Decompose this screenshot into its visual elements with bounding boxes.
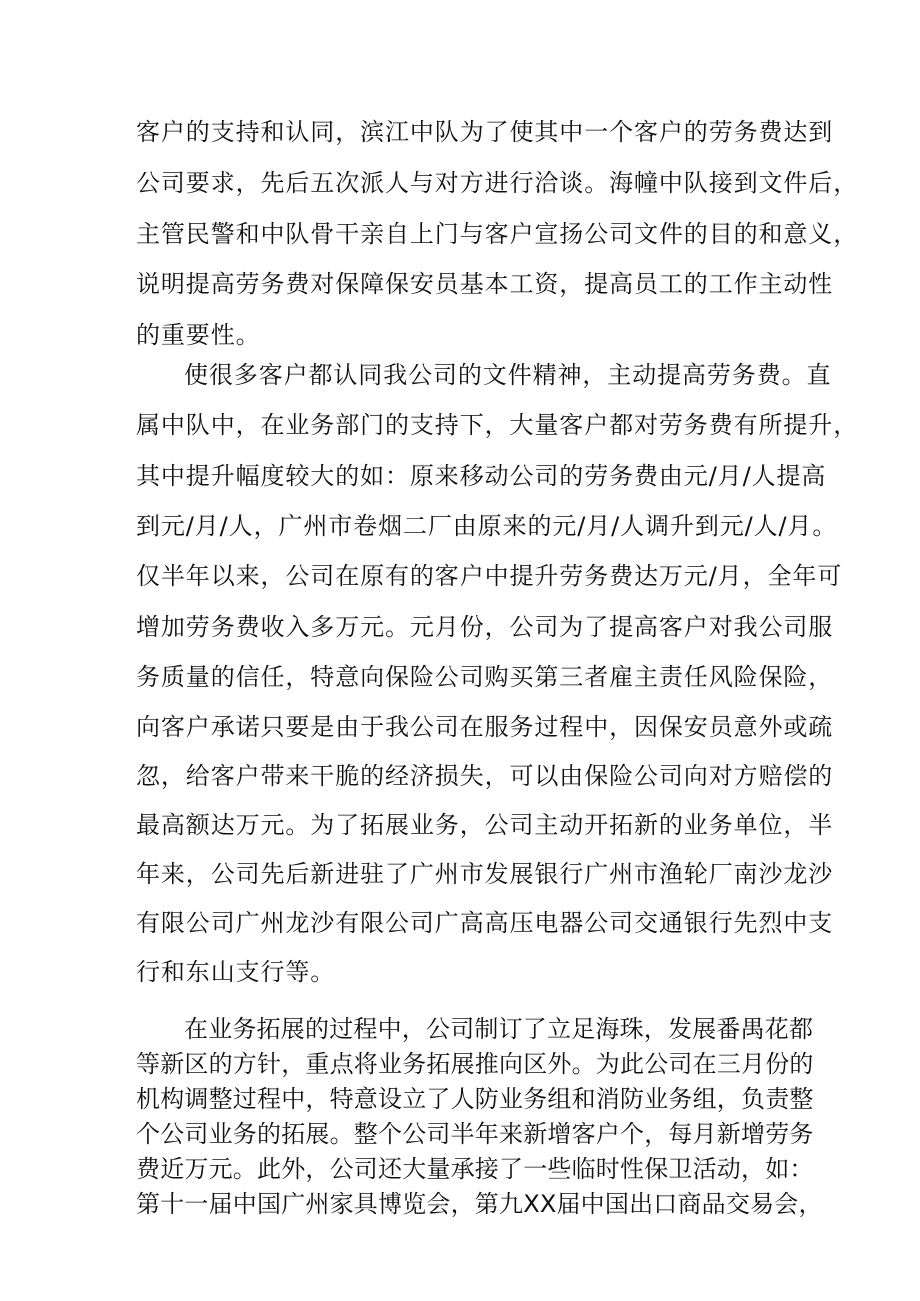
text-line: 机构调整过程中，特意设立了人防业务组和消防业务组，负责整 — [136, 1085, 814, 1113]
text-line: 有限公司广州龙沙有限公司广高高压电器公司交通银行先烈中支 — [136, 909, 834, 937]
text-line: 公司要求，先后五次派人与对方进行洽谈。海幢中队接到文件后， — [136, 169, 859, 197]
text-line: 增加劳务费收入多万元。元月份，公司为了提高客户对我公司服 — [136, 613, 834, 641]
text-line: 仅半年以来，公司在原有的客户中提升劳务费达万元/月，全年可 — [136, 562, 843, 590]
text-line: 行和东山支行等。 — [136, 958, 336, 986]
text-line: 费近万元。此外，公司还大量承接了一些临时性保卫活动，如： — [136, 1155, 814, 1183]
text-line: 务质量的信任，特意向保险公司购买第三者雇主责任风险保险， — [136, 663, 834, 691]
text-line: 客户的支持和认同，滨江中队为了使其中一个客户的劳务费达到 — [136, 118, 834, 146]
text-line: 使很多客户都认同我公司的文件精神，主动提高劳务费。直 — [184, 361, 832, 389]
text-line: 忽，给客户带来干脆的经济损失，可以由保险公司向对方赔偿的 — [136, 762, 834, 790]
text-line: 的重要性。 — [136, 321, 261, 349]
text-line: 主管民警和中队骨干亲自上门与客户宣扬公司文件的目的和意义， — [136, 220, 859, 248]
text-line: 个公司业务的拓展。整个公司半年来新增客户个，每月新增劳务 — [136, 1120, 814, 1148]
text-line: 等新区的方针，重点将业务拓展推向区外。为此公司在三月份的 — [136, 1050, 814, 1078]
text-line: 向客户承诺只要是由于我公司在服务过程中，因保安员意外或疏 — [136, 713, 834, 741]
text-line: 在业务拓展的过程中，公司制订了立足海珠，发展番禺花都 — [184, 1015, 814, 1043]
text-line: 说明提高劳务费对保障保安员基本工资，提高员工的工作主动性 — [136, 270, 834, 298]
text-line: 年来，公司先后新进驻了广州市发展银行广州市渔轮厂南沙龙沙 — [136, 860, 834, 888]
text-line: 到元/月/人，广州市卷烟二厂由原来的元/月/人调升到元/人/月。 — [136, 512, 838, 540]
text-line: 其中提升幅度较大的如：原来移动公司的劳务费由元/月/人提高 — [136, 462, 827, 490]
text-line: 属中队中，在业务部门的支持下，大量客户都对劳务费有所提升， — [136, 411, 859, 439]
text-line: 最高额达万元。为了拓展业务，公司主动开拓新的业务单位，半 — [136, 811, 834, 839]
text-line: 第十一届中国广州家具博览会，第九XX届中国出口商品交易会， — [136, 1190, 823, 1218]
